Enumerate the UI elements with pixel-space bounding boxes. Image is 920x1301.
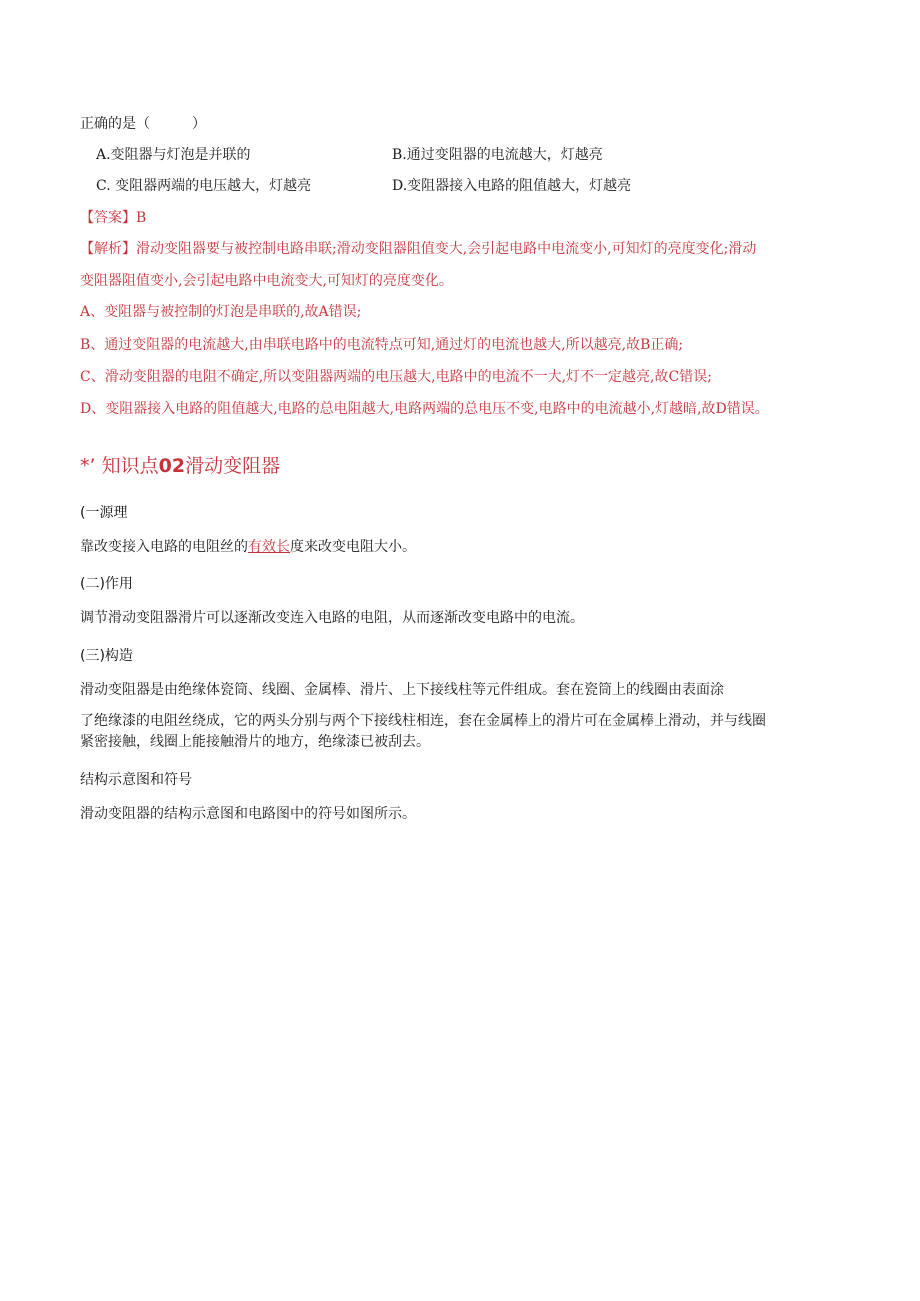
diagram-heading: 结构示意图和符号 bbox=[80, 772, 192, 788]
option-c: C. 变阻器两端的电压越大，灯越亮 bbox=[96, 178, 312, 194]
analysis-line-2: 变阻器阻值变小,会引起电路中电流变大,可知灯的亮度变化。 bbox=[80, 273, 453, 289]
answer: 【答案】B bbox=[80, 210, 147, 226]
analysis-option-a: A、变阻器与被控制的灯泡是串联的,故A错误; bbox=[80, 304, 362, 320]
function-text: 调节滑动变阻器滑片可以逐渐改变连入电路的电阻，从而逐渐改变电路中的电流。 bbox=[80, 610, 584, 626]
function-heading: (二)作用 bbox=[80, 576, 133, 592]
section-label: 知识点 bbox=[101, 455, 159, 477]
structure-line-3: 紧密接触，线圈上能接触滑片的地方，绝缘漆已被刮去。 bbox=[80, 734, 430, 750]
option-a: A.变阻器与灯泡是并联的 bbox=[96, 147, 251, 163]
structure-line-1: 滑动变阻器是由绝缘体瓷筒、线圈、金属棒、滑片、上下接线柱等元件组成。套在瓷筒上的线圈由表面涂 bbox=[80, 682, 724, 698]
section-prefix: *’ bbox=[80, 455, 96, 477]
analysis-option-b: B、通过变阻器的电流越大,由串联电路中的电流特点可知,通过灯的电流也越大,所以越亮,故B正确; bbox=[80, 337, 684, 353]
option-d: D.变阻器接入电路的阻值越大，灯越亮 bbox=[392, 178, 632, 194]
structure-heading: (三)构造 bbox=[80, 648, 133, 664]
principle-heading: (一源理 bbox=[80, 505, 128, 521]
diagram-text: 滑动变阻器的结构示意图和电路图中的符号如图所示。 bbox=[80, 806, 416, 822]
question-stem: 正确的是（ ） bbox=[80, 116, 206, 132]
analysis-text-1: 滑动变阻器要与被控制电路串联;滑动变阻器阻值变大,会引起电路中电流变小,可知灯的亮度变化;滑动 bbox=[136, 241, 757, 257]
analysis-option-c: C、滑动变阻器的电阻不确定,所以变阻器两端的电压越大,电路中的电流不一大,灯不一定越亮,故C错误; bbox=[80, 369, 712, 385]
section-heading bbox=[80, 452, 280, 480]
section-title: 滑动变阻器 bbox=[185, 455, 281, 477]
principle-text bbox=[80, 537, 416, 557]
analysis-line-1 bbox=[80, 239, 756, 259]
section-number: 02 bbox=[158, 455, 186, 477]
structure-line-2: 了绝缘漆的电阻丝绕成，它的两头分别与两个下接线柱相连，套在金属棒上的滑片可在金属棒上滑动，并与线圈 bbox=[80, 713, 766, 729]
principle-text-after: 度来改变电阻大小。 bbox=[290, 539, 416, 555]
analysis-label: 【解析】 bbox=[80, 241, 136, 257]
principle-text-before: 靠改变接入电路的电阻丝的 bbox=[80, 539, 248, 555]
option-b: B.通过变阻器的电流越大，灯越亮 bbox=[392, 147, 603, 163]
principle-underlined: 有效长 bbox=[248, 539, 290, 555]
analysis-option-d: D、变阻器接入电路的阻值越大,电路的总电阻越大,电路两端的总电压不变,电路中的电流越小,灯越暗,故D错误。 bbox=[80, 401, 769, 417]
